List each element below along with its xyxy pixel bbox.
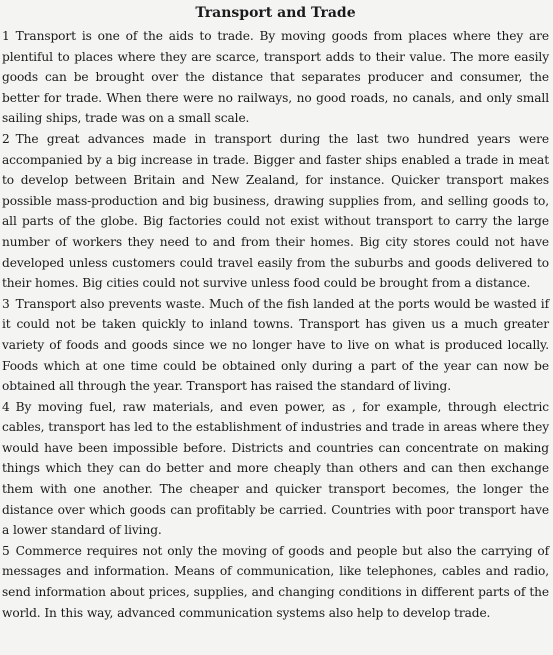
paragraph-number: 3 bbox=[2, 296, 10, 311]
paragraph-1 bbox=[2, 26, 549, 129]
paragraph-4 bbox=[2, 397, 549, 541]
document-title: Transport and Trade bbox=[195, 5, 356, 21]
paragraph-text: Commerce requires not only the moving of goods and people but also the carrying of messages and information. Means of communication, like telephones, cables and radio, send information about prices, supplies, and changing conditions in different parts of the world. In this way, advanced communication systems also help to develop trade. bbox=[2, 543, 549, 620]
paragraph-number: 1 bbox=[2, 29, 10, 43]
paragraph-number: 2 bbox=[2, 131, 10, 146]
paragraph-2 bbox=[2, 129, 549, 294]
paragraph-text: The great advances made in transport during the last two hundred years were accompanied by a big increase in trade. Bigger and faster ships enabled a trade in meat to develop between Britain and New Zealand, for instance. Quicker transport makes possible mass-production and big business, drawing supplies from, and selling goods to, all parts of the globe. Big factories could not exist without transport to carry the large number of workers they need to and from their homes. Big city stores could not have developed unless customers could travel easily from the suburbs and goods delivered to their homes. Big cities could not survive unless food could be brought from a distance. bbox=[2, 131, 549, 291]
paragraph-text: Transport also prevents waste. Much of the fish landed at the ports would be wasted if it could not be taken quickly to inland towns. Transport has given us a much greater variety of foods and goods since we no longer have to live on what is produced locally. Foods which at one time could be obtained only during a part of the year can now be obtained all through the year. Transport has raised the standard of living. bbox=[2, 296, 549, 394]
paragraph-number: 4 bbox=[2, 399, 10, 414]
paragraph-text: Transport is one of the aids to trade. By moving goods from places where they are plentiful to places where they are scarce, transport adds to their value. The more easily goods can be brought over the distance that separates producer and consumer, the better for trade. When there were no railways, no good roads, no canals, and only small sailing ships, trade was on a small scale. bbox=[2, 29, 549, 126]
paragraph-3 bbox=[2, 294, 549, 397]
paragraph-text: By moving fuel, raw materials, and even power, as , for example, through electric cables, transport has led to the establishment of industries and trade in areas where they would have been impossible before. Districts and countries can concentrate on making things which they can do better and more cheaply than others and can then exchange them with one another. The cheaper and quicker transport becomes, the longer the distance over which goods can profitably be carried. Countries with poor transport have a lower standard of living. bbox=[2, 399, 549, 538]
paragraph-5 bbox=[2, 541, 549, 623]
paragraph-number: 5 bbox=[2, 543, 10, 558]
